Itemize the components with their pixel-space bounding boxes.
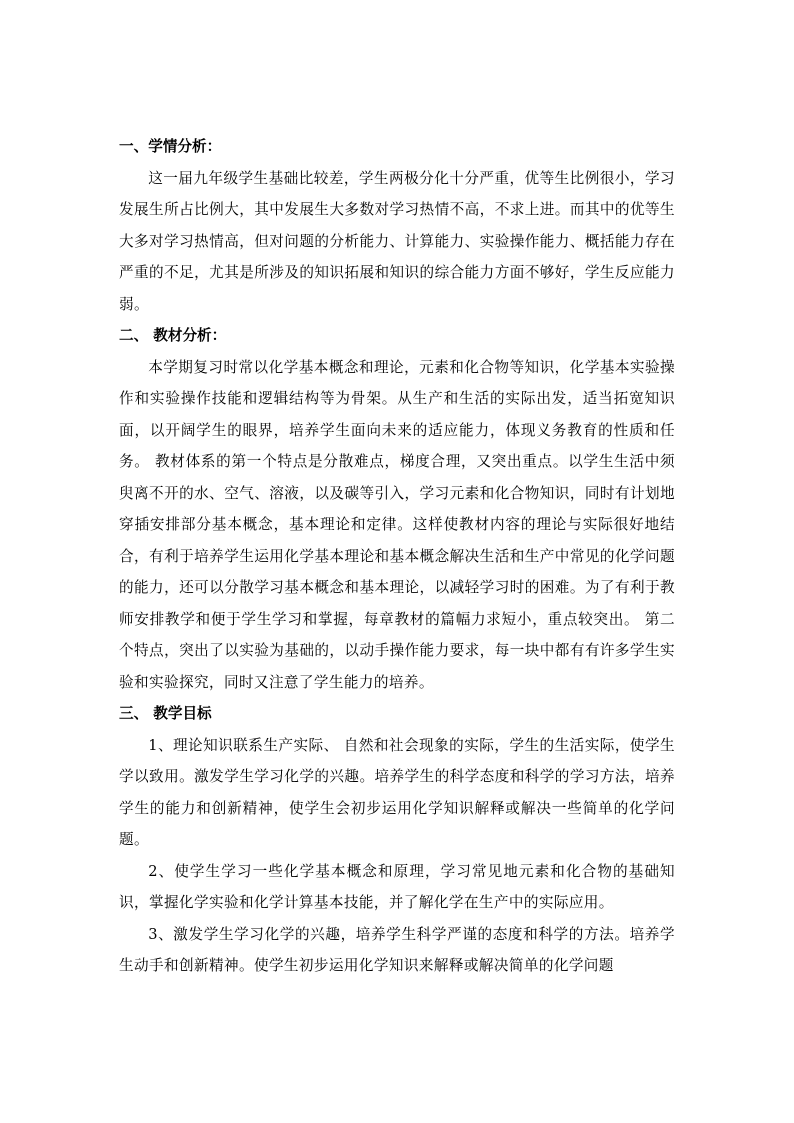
paragraph: 2、使学生学习一些化学基本概念和原理，学习常见地元素和化合物的基础知识，掌握化学实验和化学计算基本技能，并了解化学在生产中的实际应用。 xyxy=(119,862,675,911)
paragraph: 1、理论知识联系生产实际、 自然和社会现象的实际，学生的生活实际，使学生学以致用。激发学生学习化学的兴趣。培养学生的科学态度和科学的学习方法，培养学生的能力和创新精神，使学生会初步运用化学知识解释或解决一些简单的化学问题。 xyxy=(119,736,675,848)
section-heading: 一、学情分析： xyxy=(119,138,222,155)
document-body xyxy=(119,131,675,982)
paragraph: 这一届九年级学生基础比较差，学生两极分化十分严重，优等生比例很小，学习发展生所占比例大，其中发展生大多数对学习热情不高，不求上进。而其中的优等生大多对学习热情高，但对问题的分析能力、计算能力、实验操作能力、概括能力存在严重的不足，尤其是所涉及的知识拓展和知识的综合能力方面不够好，学生反应能力弱。 xyxy=(119,169,675,313)
section-teaching-goals xyxy=(119,698,675,982)
paragraph: 本学期复习时常以化学基本概念和理论，元素和化合物等知识，化学基本实验操作和实验操作技能和逻辑结构等为骨架。从生产和生活的实际出发，适当拓宽知识面，以开阔学生的眼界，培养学生面向未来的适应能力，体现义务教育的性质和任务。 教材体系的第一个特点是分散难点，梯度合理，又突出重点。以学生生活中须臾离不开的水、空气、溶液，以及碳等引入，学习元素和化合物知识，同时有计划地穿插安排部分基本概念，基本理论和定律。这样使教材内容的理论与实际很好地结合，有利于培养学生运用化学基本理论和基本概念解决生活和生产中常见的化学问题的能力，还可以分散学习基本概念和基本理论，以减轻学习时的困难。为了有利于教师安排教学和便于学生学习和掌握，每章教材的篇幅力求短小，重点较突出。 第二个特点，突出了以实验为基础的，以动手操作能力要求，每一块中都有有许多学生实验和实验探究，同时又注意了学生能力的培养。 xyxy=(119,358,675,691)
paragraph: 3、激发学生学习化学的兴趣，培养学生科学严谨的态度和科学的方法。培养学生动手和创新精神。使学生初步运用化学知识来解释或解决简单的化学问题 xyxy=(119,925,675,974)
section-learning-analysis xyxy=(119,131,675,320)
section-heading: 二、 教材分析： xyxy=(119,327,227,344)
section-textbook-analysis xyxy=(119,320,675,698)
section-heading: 三、 教学目标 xyxy=(119,705,212,722)
